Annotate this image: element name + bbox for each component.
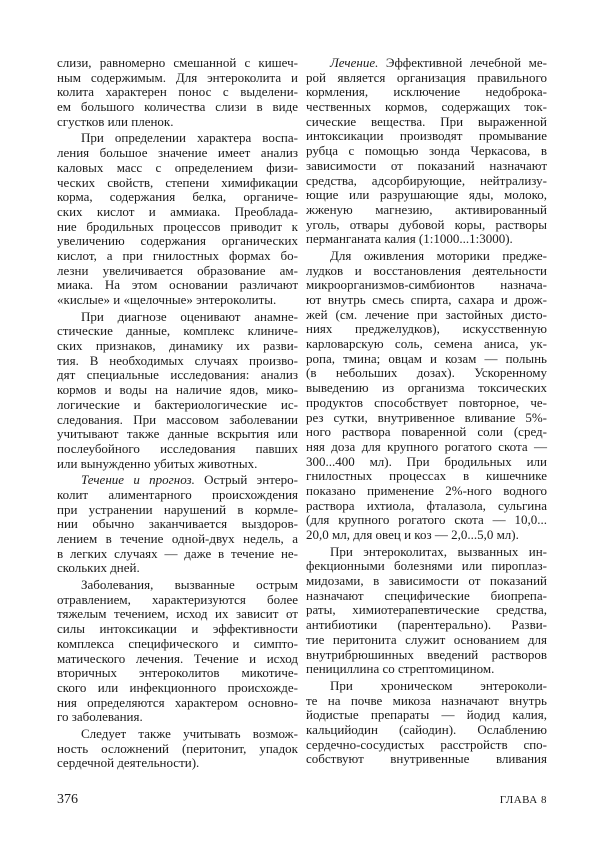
text-line — [57, 249, 298, 264]
text-line — [306, 499, 547, 514]
text-line — [306, 100, 547, 115]
paragraph — [306, 679, 547, 767]
text-line — [306, 115, 547, 130]
text-line — [306, 144, 547, 159]
text-line — [306, 203, 547, 218]
line-text: рез сутки, внутривенное вливание 5%- — [306, 409, 547, 425]
line-text: Заболевания, вызванные острым — [81, 577, 298, 593]
line-text: рубца с помощью зонда Черкасова, в — [306, 143, 547, 159]
text-line — [57, 413, 298, 428]
text-line — [306, 352, 547, 367]
line-text: ным содержимым. Для энтероколита и — [57, 69, 298, 85]
line-text: лудков и восстановления деятельности — [306, 262, 547, 278]
line-text: уголь, отвары дубовой коры, растворы — [306, 216, 547, 232]
line-text: сгустков или пленок. — [57, 113, 174, 129]
line-text: ность осложнений (перитонит, упадок — [57, 740, 298, 756]
text-line — [57, 278, 298, 293]
text-line — [57, 652, 298, 667]
text-line — [57, 310, 298, 325]
paragraph — [57, 310, 298, 472]
text-line — [306, 232, 547, 247]
text-line — [306, 589, 547, 604]
line-text: пенициллина со стрептомицином. — [306, 661, 495, 677]
line-text: жженую магнезию, активированный — [306, 201, 547, 217]
text-line — [57, 547, 298, 562]
text-line — [306, 440, 547, 455]
text-line — [57, 368, 298, 383]
paragraph-lead: Течение и прогноз. — [81, 472, 195, 488]
text-line — [306, 337, 547, 352]
line-text: кормов и воды на наличие ядов, мико- — [57, 382, 298, 398]
line-text: При определении характера воспа- — [81, 130, 298, 146]
text-line — [306, 559, 547, 574]
text-line — [57, 756, 298, 771]
line-text: те на почве микоза назначают внутрь — [306, 692, 547, 708]
line-text: рой является организация правильного — [306, 69, 547, 85]
line-text: ющие или разрушающие яды, молоко, — [306, 187, 547, 203]
text-line — [306, 528, 547, 543]
text-line — [57, 427, 298, 442]
line-text: чественных кормов, содержащих ток- — [306, 99, 547, 115]
text-line — [57, 85, 298, 100]
line-text: увеличению содержания органических — [57, 233, 298, 249]
line-text: учитывают также данные вскрытия или — [57, 426, 298, 442]
text-line — [306, 618, 547, 633]
line-text: карловарскую соль, семена аниса, ук- — [306, 336, 547, 352]
paragraph — [306, 545, 547, 677]
line-text: тия. В необходимых случаях произво- — [57, 352, 298, 368]
line-text: кальцийодин (сайодин). Ослаблению — [306, 721, 547, 737]
text-line — [306, 484, 547, 499]
line-text: колита характерен понос с выделени- — [57, 84, 298, 100]
paragraph — [57, 56, 298, 129]
line-text: послеубойного исследования павших — [57, 440, 298, 456]
line-text: стические данные, комплекс клиниче- — [57, 323, 298, 339]
line-text: в легких случаях — даже в течение не- — [57, 545, 298, 561]
line-text: перманганата калия (1:1000...1:3000). — [306, 231, 513, 247]
text-line — [306, 249, 547, 264]
line-text: нии обычно заканчивается выздоров- — [57, 516, 298, 532]
line-text: ропа, тмина; овцам и козам — полынь — [306, 350, 547, 366]
line-text: антибиотики (парентерально). Разви- — [306, 617, 547, 633]
line-text: микроорганизмов-симбионтов назнача- — [306, 277, 547, 293]
text-line — [306, 71, 547, 86]
line-text: Следует также учитывать возмож- — [81, 725, 298, 741]
text-line — [57, 681, 298, 696]
line-text: Острый энтеро- — [194, 472, 298, 488]
text-line — [57, 593, 298, 608]
text-line — [306, 425, 547, 440]
text-line — [306, 752, 547, 767]
line-text: ского или инфекционного происхожде- — [57, 679, 298, 695]
line-text: выведению из организма токсических — [306, 380, 547, 396]
text-line — [306, 679, 547, 694]
text-line — [57, 503, 298, 518]
text-line — [57, 742, 298, 757]
text-line — [57, 517, 298, 532]
text-line — [306, 738, 547, 753]
line-text: собствуют внутривенные вливания — [306, 751, 547, 767]
line-text: слизи, равномерно смешанной с кишеч- — [57, 55, 298, 70]
paragraph-lead: Лечение. — [330, 55, 379, 70]
text-line — [57, 161, 298, 176]
text-line — [306, 293, 547, 308]
text-line — [306, 662, 547, 677]
line-text: скольких дней. — [57, 560, 140, 576]
text-line — [57, 457, 298, 472]
text-line — [57, 637, 298, 652]
line-text: «кислые» и «щелочные» энтероколиты. — [57, 292, 277, 307]
text-line — [57, 115, 298, 130]
line-text: фекционными болезнями или пироплаз- — [306, 558, 547, 574]
line-text: При энтероколитах, вызванных ин- — [330, 543, 547, 559]
line-text: раствора ихтиола, фталазола, сульгина — [306, 497, 547, 513]
text-line — [57, 146, 298, 161]
line-text: корма, содержания белка, органиче- — [57, 189, 298, 205]
line-text: ских кислот и аммиака. Преоблада- — [57, 203, 298, 219]
text-line — [306, 469, 547, 484]
text-line — [57, 607, 298, 622]
text-line — [57, 324, 298, 339]
text-line — [306, 56, 547, 71]
left-column — [57, 56, 298, 773]
line-text: кислот, а при гнилостных формах бо- — [57, 247, 298, 263]
text-line — [306, 264, 547, 279]
line-text: дят специальные исследования: анализ — [57, 367, 298, 383]
line-text: го заболевания. — [57, 709, 143, 725]
line-text: показано применение 2%-ного водного — [306, 482, 547, 498]
line-text: ние бродильных процессов приводит к — [57, 218, 298, 234]
text-line — [57, 71, 298, 86]
line-text: назначают специфические биопрепа- — [306, 587, 547, 603]
paragraph — [57, 473, 298, 576]
line-text: Эффективной лечебной ме- — [378, 55, 547, 70]
text-line — [57, 473, 298, 488]
line-text: сердечно-сосудистых расстройств спо- — [306, 736, 547, 752]
text-line — [306, 278, 547, 293]
text-line — [57, 264, 298, 279]
paragraph — [57, 131, 298, 307]
text-line — [57, 205, 298, 220]
line-text: интоксикации производят промывание — [306, 128, 547, 144]
page-number: 376 — [57, 792, 78, 807]
text-line — [306, 308, 547, 323]
text-line — [57, 710, 298, 725]
text-line — [57, 561, 298, 576]
text-line — [57, 56, 298, 71]
line-text: колит алиментарного происхождения — [57, 486, 298, 502]
text-line — [57, 622, 298, 637]
paragraph — [306, 249, 547, 543]
line-text: ют внутрь смесь спирта, сахара и дрож- — [306, 292, 547, 307]
line-text: внутрибрюшинных введений растворов — [306, 646, 547, 662]
text-line — [306, 218, 547, 233]
text-line — [57, 666, 298, 681]
line-text: лезни увеличивается образование ам- — [57, 262, 298, 278]
line-text: тяжелым течением, исход их зависит от — [57, 606, 298, 622]
text-line — [57, 398, 298, 413]
line-text: тие перитонита служит основанием для — [306, 631, 547, 647]
line-text: при устранении нарушений в кормле- — [57, 501, 298, 517]
text-line — [306, 708, 547, 723]
line-text: сердечной деятельности). — [57, 755, 200, 771]
text-line — [306, 603, 547, 618]
text-line — [57, 176, 298, 191]
line-text: Для оживления моторики предже- — [330, 247, 547, 263]
text-line — [57, 293, 298, 308]
text-line — [306, 648, 547, 663]
text-line — [57, 190, 298, 205]
line-text: продуктов способствует повторное, че- — [306, 394, 547, 410]
text-line — [306, 545, 547, 560]
paragraph — [57, 727, 298, 771]
text-line — [306, 455, 547, 470]
line-text: следования. При массовом заболевании — [57, 411, 298, 427]
line-text: (в небольших дозах). Ускоренному — [306, 365, 547, 381]
text-line — [306, 411, 547, 426]
text-line — [306, 574, 547, 589]
line-text: каловых масс с определением физи- — [57, 159, 298, 175]
text-line — [57, 532, 298, 547]
line-text: средства, адсорбирующие, нейтрализу- — [306, 172, 547, 188]
right-column — [306, 56, 547, 769]
line-text: отравлением, характеризуются более — [57, 591, 298, 607]
line-text: вторичных энтероколитов микотиче- — [57, 665, 298, 681]
text-line — [57, 442, 298, 457]
line-text: ного раствора поваренной соли (сред- — [306, 424, 547, 440]
text-line — [57, 696, 298, 711]
line-text: зависимости от показаний назначают — [306, 157, 547, 173]
line-text: или вынужденно убитых животных. — [57, 455, 258, 471]
text-line — [57, 339, 298, 354]
line-text: ления большое значение имеет анализ — [57, 145, 298, 161]
text-line — [57, 578, 298, 593]
paragraph — [306, 56, 547, 247]
line-text: ния определяются характером основно- — [57, 694, 298, 710]
text-line — [57, 220, 298, 235]
line-text: логические и бактериологические ис- — [57, 396, 298, 412]
line-text: гнилостных процессах в кишечнике — [306, 468, 547, 484]
text-line — [306, 381, 547, 396]
text-line — [306, 322, 547, 337]
line-text: сические вещества. При выраженной — [306, 113, 547, 129]
text-line — [306, 723, 547, 738]
text-line — [57, 727, 298, 742]
line-text: кормления, исключение недоброка- — [306, 84, 547, 100]
paragraph — [57, 578, 298, 725]
text-line — [57, 488, 298, 503]
line-text: раты, химиотерапевтические средства, — [306, 602, 547, 618]
line-text: силы интоксикации и эффективности — [57, 621, 298, 637]
line-text: йодистые препараты — йодид калия, — [306, 707, 547, 723]
line-text: ских признаков, динамику их разви- — [57, 338, 298, 354]
line-text: 20,0 мл, для овец и коз — 2,0...5,0 мл). — [306, 527, 519, 542]
line-text: ческих свойств, степени химификации — [57, 174, 298, 190]
text-line — [306, 129, 547, 144]
line-text: матического лечения. Течение и исход — [57, 650, 298, 666]
line-text: При диагнозе оценивают анамне- — [81, 308, 298, 324]
chapter-label: ГЛАВА 8 — [499, 794, 547, 806]
text-line — [57, 234, 298, 249]
line-text: ниях преджелудков), искусственную — [306, 321, 547, 337]
line-text: При хроническом энтероколи- — [330, 677, 547, 693]
text-line — [306, 188, 547, 203]
text-line — [306, 694, 547, 709]
text-line — [57, 100, 298, 115]
line-text: жей (см. лечение при застойных дисто- — [306, 306, 547, 322]
line-text: 300...400 мл). При бродильных или — [306, 453, 547, 469]
text-line — [306, 633, 547, 648]
line-text: миака. На этом основании различают — [57, 277, 298, 293]
text-line — [57, 131, 298, 146]
line-text: ем большого количества слизи в виде — [57, 99, 298, 115]
line-text: няя доза для крупного рогатого скота — — [306, 438, 547, 454]
text-line — [306, 174, 547, 189]
line-text: комплекса специфического и симпто- — [57, 635, 298, 651]
line-text: мидозами, в зависимости от показаний — [306, 573, 547, 589]
text-line — [306, 366, 547, 381]
text-line — [306, 85, 547, 100]
line-text: (для крупного рогатого скота — 10,0... — [306, 512, 547, 528]
text-line — [306, 513, 547, 528]
text-line — [306, 396, 547, 411]
text-line — [57, 354, 298, 369]
text-line — [306, 159, 547, 174]
text-line — [57, 383, 298, 398]
line-text: лением в течение одной-двух недель, а — [57, 531, 298, 546]
